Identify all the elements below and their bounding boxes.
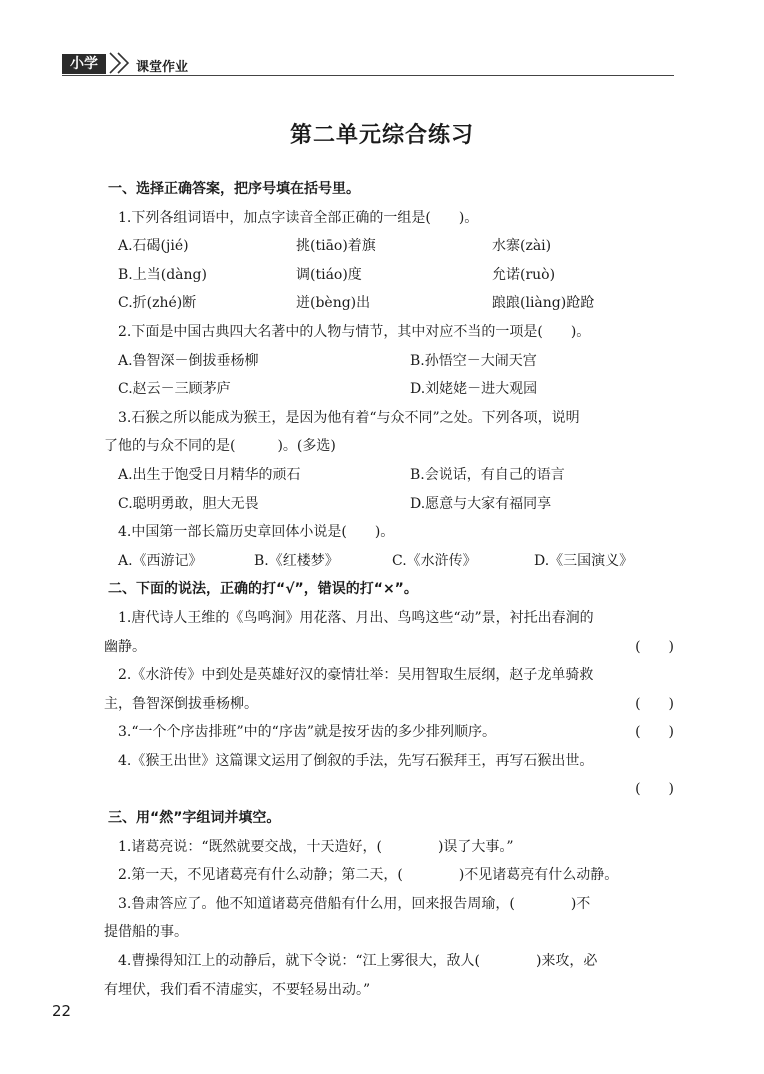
tf-1-continued: [104, 633, 674, 662]
tf-2-continued: [104, 690, 674, 719]
tf-3-text: 3.“一个个序齿排班”中的“序齿”就是按牙齿的多少排列顺序。: [118, 724, 496, 741]
worksheet-body: [104, 175, 674, 1004]
page-title: 第二单元综合练习: [289, 123, 474, 148]
tf-3: [104, 718, 674, 747]
tf-4: 4.《猴王出世》这篇课文运用了倒叙的手法，先写石猴拜王，再写石猴出世。: [118, 752, 594, 769]
tf-1: 1.唐代诗人王维的《鸟鸣涧》用花落、月出、鸟鸣这些“动”景，衬托出春涧的: [118, 609, 594, 626]
tf-1-text: 幽静。: [104, 638, 146, 655]
header-badge: 小学: [62, 54, 106, 74]
fill-3: 3.鲁肃答应了。他不知道诸葛亮借船有什么用，回来报告周瑜，( )不: [118, 895, 591, 912]
header-subtitle: 课堂作业: [136, 60, 189, 75]
answer-blank[interactable]: ( ): [635, 724, 674, 741]
q1-option-row: [104, 289, 674, 318]
q2-option-row: [104, 375, 674, 404]
fill-2: 2.第一天，不见诸葛亮有什么动静；第二天，( )不见诸葛亮有什么动静。: [118, 867, 619, 884]
q1-option: 挑(tiāo)着旗: [296, 238, 376, 255]
tf-2-text: 主，鲁智深倒拔垂杨柳。: [104, 695, 258, 712]
q2-option: A.鲁智深－倒拔垂杨柳: [118, 352, 259, 369]
q1-option: 迸(bèng)出: [296, 295, 371, 312]
q4-option: B.《红楼梦》: [254, 552, 339, 569]
q1-option: A.石碣(jié): [118, 238, 189, 255]
q3-option-row: [104, 490, 674, 519]
q4-option-row: [104, 547, 674, 576]
q3-option: D.愿意与大家有福同享: [410, 495, 552, 512]
q1-option: 允诺(ruò): [492, 266, 556, 283]
page-number: 22: [52, 1002, 72, 1020]
double-chevron-icon: [106, 50, 134, 76]
q2-stem: 2.下面是中国古典四大名著中的人物与情节，其中对应不当的一项是( )。: [118, 323, 591, 340]
q1-option-row: [104, 232, 674, 261]
answer-blank[interactable]: ( ): [635, 638, 674, 655]
q4-option: C.《水浒传》: [392, 552, 477, 569]
q1-option: 水寨(zài): [492, 238, 552, 255]
section-2-heading: 二、下面的说法，正确的打“√”，错误的打“×”。: [108, 581, 418, 598]
answer-blank[interactable]: ( ): [635, 781, 674, 798]
q3-option: C.聪明勇敢，胆大无畏: [118, 495, 259, 512]
tf-4-continued: [104, 775, 674, 804]
q1-option: C.折(zhé)断: [118, 295, 197, 312]
q2-option: B.孙悟空－大闹天宫: [410, 352, 537, 369]
q3-option: B.会说话，有自己的语言: [410, 466, 565, 483]
q3-stem: 3.石猴之所以能成为猴王，是因为他有着“与众不同”之处。下列各项，说明: [118, 409, 580, 426]
q1-option: 调(tiáo)度: [296, 266, 362, 283]
q1-option: B.上当(dàng): [118, 266, 207, 283]
q4-option: D.《三国演义》: [534, 552, 634, 569]
q3-option-row: [104, 461, 674, 490]
q4-stem: 4.中国第一部长篇历史章回体小说是( )。: [118, 524, 395, 541]
q1-option-row: [104, 261, 674, 290]
section-3-heading: 三、用“然”字组词并填空。: [108, 810, 281, 827]
fill-4: 4.曹操得知江上的动静后，就下令说：“江上雾很大，敌人( )来攻，必: [118, 953, 598, 970]
q4-option: A.《西游记》: [118, 552, 203, 569]
page-header: [62, 48, 674, 76]
tf-2: 2.《水浒传》中到处是英雄好汉的豪情壮举：吴用智取生辰纲，赵子龙单骑救: [118, 667, 594, 684]
fill-3-continued: 提借船的事。: [104, 924, 188, 941]
q2-option-row: [104, 347, 674, 376]
header-rule: [62, 75, 674, 76]
q1-stem: 1.下列各组词语中，加点字读音全部正确的一组是( )。: [118, 209, 479, 226]
q3-option: A.出生于饱受日月精华的顽石: [118, 466, 301, 483]
q2-option: D.刘姥姥－进大观园: [410, 381, 538, 398]
q2-option: C.赵云－三顾茅庐: [118, 381, 231, 398]
fill-1: 1.诸葛亮说：“既然就要交战，十天造好，( )误了大事。”: [118, 838, 514, 855]
section-1-heading: 一、选择正确答案，把序号填在括号里。: [108, 181, 360, 197]
fill-4-continued: 有埋伏，我们看不清虚实，不要轻易出动。”: [104, 981, 371, 998]
answer-blank[interactable]: ( ): [635, 695, 674, 712]
q1-option: 踉踉(liàng)跄跄: [492, 295, 595, 312]
q3-stem-continued: 了他的与众不同的是( )。(多选): [104, 438, 336, 455]
